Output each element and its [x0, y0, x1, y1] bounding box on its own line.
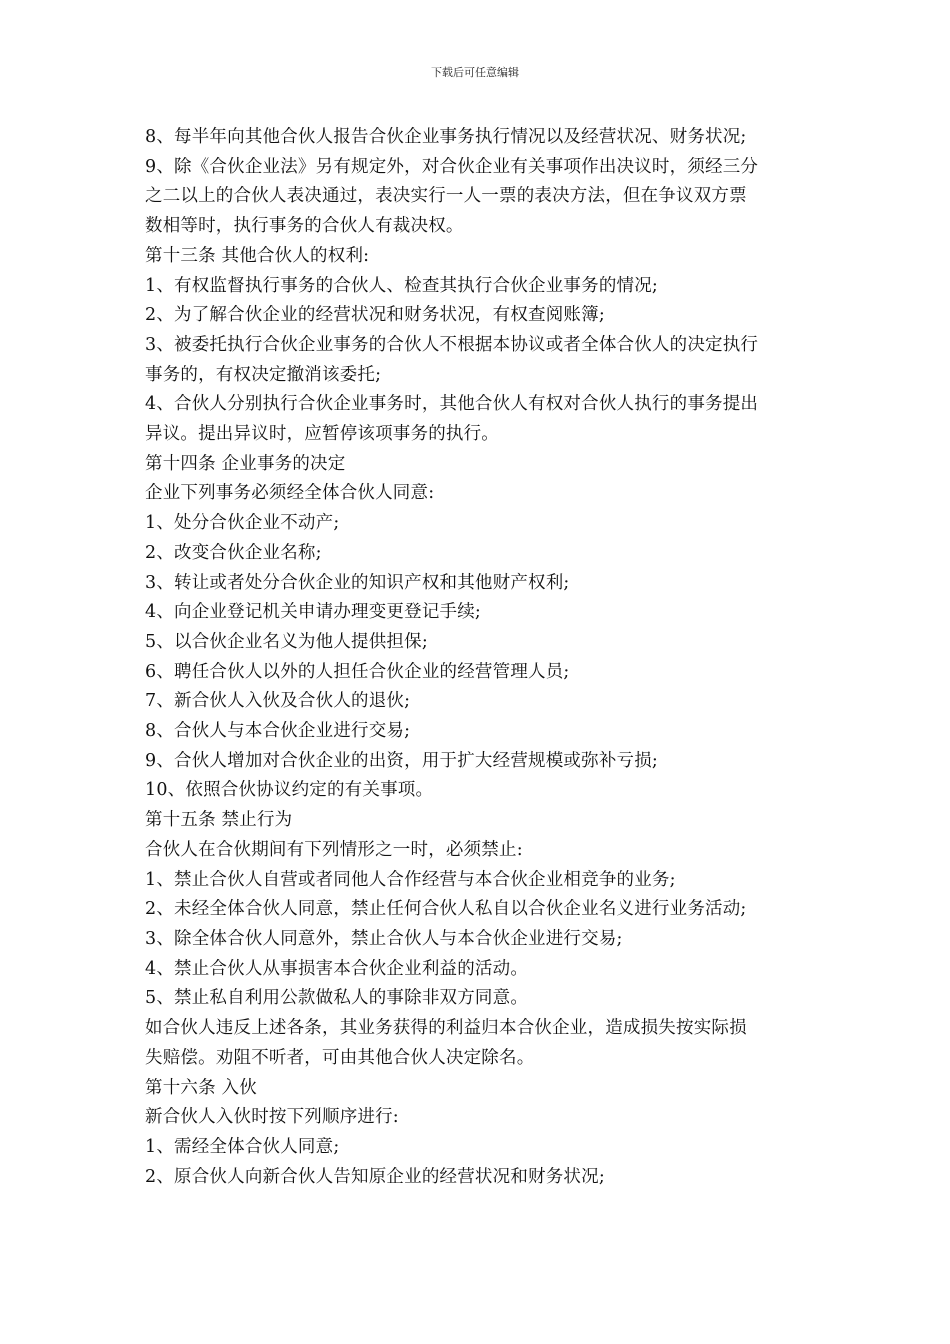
text-line: 5、以合伙企业名义为他人提供担保; [145, 631, 428, 652]
section-heading: 第十五条 禁止行为 [145, 810, 293, 831]
text-line: 2、改变合伙企业名称; [145, 542, 322, 563]
section-heading: 第十四条 企业事务的决定 [145, 453, 346, 474]
text-line: 失赔偿。劝阻不听者，可由其他合伙人决定除名。 [145, 1047, 535, 1068]
text-line: 9、除《合伙企业法》另有规定外，对合伙企业有关事项作出决议时，须经三分 [145, 156, 759, 177]
text-line: 企业下列事务必须经全体合伙人同意: [145, 483, 435, 504]
document-body [145, 123, 813, 1192]
text-line: 8、每半年向其他合伙人报告合伙企业事务执行情况以及经营状况、财务状况; [145, 127, 747, 147]
text-line: 异议。提出异议时，应暂停该项事务的执行。 [145, 424, 499, 445]
text-line: 2、原合伙人向新合伙人告知原企业的经营状况和财务状况; [145, 1166, 605, 1187]
section-heading: 第十三条 其他合伙人的权利: [145, 245, 370, 266]
text-line: 3、除全体合伙人同意外，禁止合伙人与本合伙企业进行交易; [145, 928, 623, 949]
text-line: 数相等时，执行事务的合伙人有裁决权。 [145, 216, 464, 237]
text-line: 2、为了解合伙企业的经营状况和财务状况，有权查阅账簿; [145, 305, 605, 326]
section-heading: 第十六条 入伙 [145, 1077, 257, 1098]
text-line: 8、合伙人与本合伙企业进行交易; [145, 721, 411, 742]
text-line: 4、合伙人分别执行合伙企业事务时，其他合伙人有权对合伙人执行的事务提出 [145, 394, 759, 415]
text-line: 10、依照合伙协议约定的有关事项。 [145, 780, 434, 801]
text-line: 新合伙人入伙时按下列顺序进行: [145, 1107, 399, 1128]
text-line: 4、向企业登记机关申请办理变更登记手续; [145, 602, 482, 623]
text-line: 1、处分合伙企业不动产; [145, 513, 340, 534]
text-line: 5、禁止私自利用公款做私人的事除非双方同意。 [145, 988, 529, 1009]
text-line: 6、聘任合伙人以外的人担任合伙企业的经营管理人员; [145, 661, 570, 682]
text-line: 合伙人在合伙期间有下列情形之一时，必须禁止: [145, 839, 523, 860]
text-line: 3、被委托执行合伙企业事务的合伙人不根据本协议或者全体合伙人的决定执行 [145, 334, 759, 355]
text-line: 之二以上的合伙人表决通过，表决实行一人一票的表决方法，但在争议双方票 [145, 186, 747, 207]
text-line: 1、需经全体合伙人同意; [145, 1136, 340, 1157]
text-line: 4、禁止合伙人从事损害本合伙企业利益的活动。 [145, 958, 529, 979]
text-line: 1、有权监督执行事务的合伙人、检查其执行合伙企业事务的情况; [145, 275, 659, 296]
text-line: 9、合伙人增加对合伙企业的出资，用于扩大经营规模或弥补亏损; [145, 750, 659, 771]
text-line: 1、禁止合伙人自营或者同他人合作经营与本合伙企业相竞争的业务; [145, 869, 676, 890]
text-line: 2、未经全体合伙人同意，禁止任何合伙人私自以合伙企业名义进行业务活动; [145, 899, 747, 920]
page-header: 下载后可任意编辑 [431, 66, 519, 79]
text-line: 7、新合伙人入伙及合伙人的退伙; [145, 691, 411, 712]
text-line: 如合伙人违反上述各条，其业务获得的利益归本合伙企业，造成损失按实际损 [145, 1018, 747, 1039]
text-line: 事务的，有权决定撤消该委托; [145, 364, 382, 385]
text-line: 3、转让或者处分合伙企业的知识产权和其他财产权利; [145, 572, 570, 593]
